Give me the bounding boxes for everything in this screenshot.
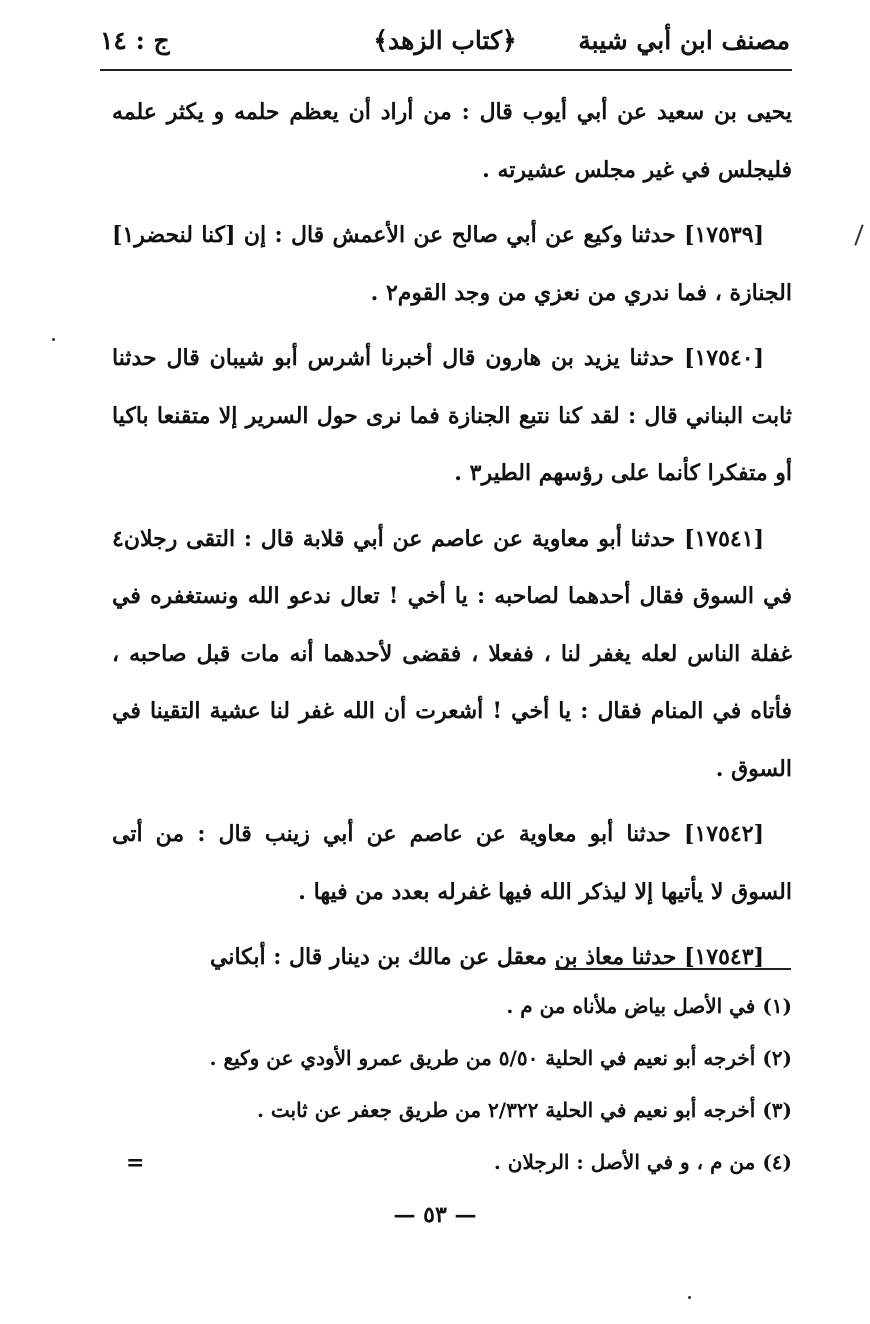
footnote-2: (٢) أخرجه أبو نعيم في الحلية ٥/٥٠ من طريق عمرو الأودي عن وكيع .: [209, 1046, 792, 1070]
hadith-17543: [١٧٥٤٣] حدثنا معاذ بن معقل عن مالك بن دينار قال : أبكاني: [210, 944, 764, 970]
header-rule: [100, 69, 792, 71]
footnotes: [112, 980, 792, 1188]
hadith-17541: [١٧٥٤١] حدثنا أبو معاوية عن عاصم عن أبي قلابة قال : التقى رجلان٤ في السوق فقال أحدهما لصاحبه : يا أخي ! تعال ندعو الله ونستغفره في غفلة الناس لعله يغفر لنا ، ففعلا ، فقضى لأحدهما أنه مات قبل صاحبه ، فأتاه في المنام فقال : يا أخي ! أشعرت أن الله غفر لنا عشية التقينا في السوق .: [112, 525, 792, 782]
margin-mark: [854, 224, 863, 245]
print-speck: [688, 1296, 691, 1299]
main-text: [112, 84, 792, 995]
chapter-title: ﴿كتاب الزهد﴾: [373, 26, 517, 55]
paragraph-continuation: يحيى بن سعيد عن أبي أيوب قال : من أراد أن يعظم حلمه و يكثر علمه فليجلس في غير مجلس عشيرته .: [112, 99, 792, 183]
footnote-3: (٣) أخرجه أبو نعيم في الحلية ٢/٣٢٢ من طريق جعفر عن ثابت .: [256, 1098, 792, 1122]
page-header: [100, 22, 790, 68]
hadith-17539: [١٧٥٣٩] حدثنا وكيع عن أبي صالح عن الأعمش قال : إن [كنا لنحضر١] الجنازة ، فما ندري من نعزي من وجد القوم٢ .: [112, 222, 792, 306]
hadith-17540: [١٧٥٤٠] حدثنا يزيد بن هارون قال أخبرنا أشرس أبو شيبان قال حدثنا ثابت البناني قال : لقد كنا نتبع الجنازة فما نرى حول السرير إلا متقنعا باكيا أو متفكرا كأنما على رؤسهم الطير٣ .: [112, 345, 792, 486]
footnote-4: (٤) من م ، و في الأصل : الرجلان .: [493, 1150, 792, 1174]
volume-number: ج : ١٤: [100, 26, 170, 55]
continuation-marker: =: [126, 1150, 144, 1176]
footnote-1: (١) في الأصل بياض ملأناه من م .: [506, 994, 792, 1018]
book-title: مصنف ابن أبي شيبة: [578, 26, 790, 55]
hadith-17542: [١٧٥٤٢] حدثنا أبو معاوية عن عاصم عن أبي زينب قال : من أتى السوق لا يأتيها إلا ليذكر الله فيها غفرله بعدد من فيها .: [112, 821, 792, 905]
footnote-rule: [555, 968, 791, 970]
page-number: — ٥٣ —: [393, 1202, 477, 1228]
print-speck: [52, 338, 55, 341]
